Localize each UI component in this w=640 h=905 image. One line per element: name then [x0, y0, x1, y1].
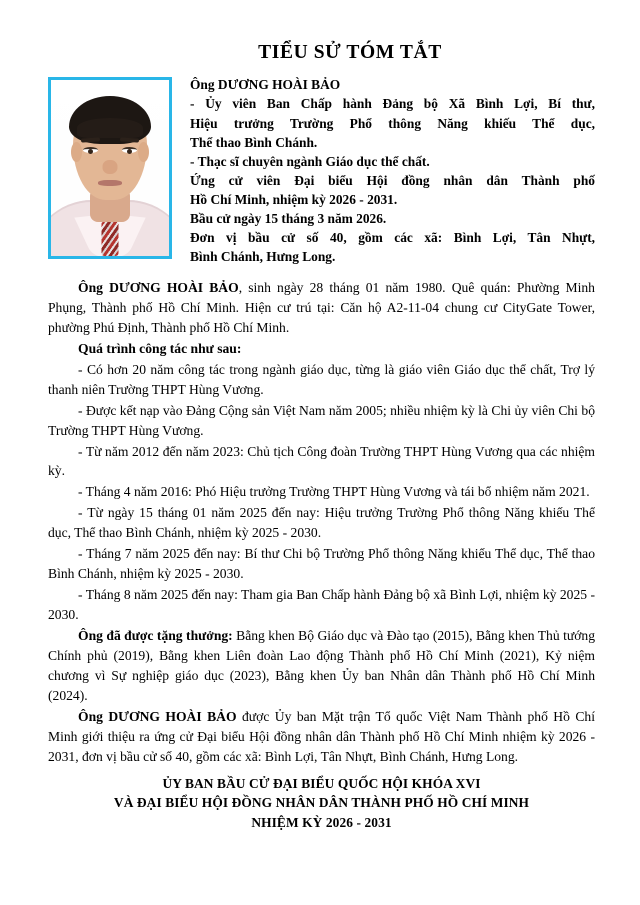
- awards-heading: Ông đã được tặng thưởng:: [78, 628, 233, 644]
- nomination-paragraph: [48, 707, 595, 767]
- portrait-ear-right: [138, 142, 149, 162]
- page-title: TIỂU SỬ TÓM TẮT: [258, 42, 442, 63]
- awards-rest: Bằng khen Bộ Giáo dục và Đào tạo (2015), Bằng khen Thủ tướng Chính phủ (2019), Bằng khen Liên đoàn Lao động Thành phố Hồ Chí Minh (2021), Kỷ niệm chương vì Sự nghiệp giáo dục (2023), Bằng khen Ủy ban Nhân dân Thành phố Hồ Chí Minh (2024).: [48, 628, 595, 704]
- career-heading-text: Quá trình công tác như sau:: [78, 340, 242, 356]
- awards-paragraph: [48, 626, 595, 706]
- footer-line-3: NHIỆM KỲ 2026 - 2031: [251, 814, 392, 830]
- career-item: - Từ năm 2012 đến năm 2023: Chủ tịch Công đoàn Trường THPT Hùng Vương qua các nhiệm kỳ.: [48, 443, 595, 479]
- identity-block: [172, 75, 595, 265]
- career-heading: [48, 339, 595, 359]
- body-block: [0, 278, 640, 767]
- career-item: - Có hơn 20 năm công tác trong ngành giáo dục, từng là giáo viên Giáo dục thể chất, Trợ lý thanh niên Trường THPT Hùng Vương.: [48, 361, 595, 397]
- intro-name: Ông DƯƠNG HOÀI BẢO: [78, 279, 239, 295]
- candidate-name: Ông DƯƠNG HOÀI BẢO: [190, 77, 341, 93]
- nomination-rest: được Ủy ban Mặt trận Tổ quốc Việt Nam Thành phố Hồ Chí Minh giới thiệu ra ứng cử Đại biểu Hội đồng nhân dân Thành phố Hồ Chí Minh nhiệm kỳ 2026 - 2031, đơn vị bầu cử số 40, gồm các xã: Bình Lợi, Tân Nhựt, Bình Chánh, Hưng Long.: [48, 709, 595, 765]
- identity-line-8: Đơn vị bầu cử số 40, gồm các xã: Bình Lợi, Tân Nhựt,: [190, 229, 595, 245]
- portrait-necktie: [102, 222, 119, 256]
- career-item: - Từ ngày 15 tháng 01 năm 2025 đến nay: Hiệu trưởng Trường Phổ thông Năng khiếu Thể dục, Thể thao Bình Chánh, nhiệm kỳ 2025 - 2030.: [48, 505, 595, 541]
- identity-line-2: Hiệu trưởng Trường Phổ thông Năng khiếu Thể dục,: [190, 115, 595, 131]
- career-item: - Được kết nạp vào Đảng Cộng sản Việt Nam năm 2005; nhiều nhiệm kỳ là Chi ủy viên Chi bộ Trường THPT Hùng Vương.: [48, 402, 595, 438]
- intro-rest: , sinh ngày 28 tháng 01 năm 1980. Quê quán: Phường Minh Phụng, Thành phố Hồ Chí Minh. Hiện cư trú tại: Căn hộ A2-11-04 chung cư CityGate Tower, phường Phú Định, Thành phố Hồ Chí Minh.: [48, 279, 595, 335]
- identity-line-1: - Ủy viên Ban Chấp hành Đảng bộ Xã Bình Lợi, Bí thư,: [190, 96, 595, 112]
- header-block: [0, 75, 640, 265]
- nomination-name: Ông DƯƠNG HOÀI BẢO: [78, 709, 237, 725]
- identity-line-9: Bình Chánh, Hưng Long.: [190, 248, 336, 264]
- portrait-illustration: [51, 80, 169, 256]
- career-item: - Tháng 8 năm 2025 đến nay: Tham gia Ban Chấp hành Đảng bộ xã Bình Lợi, nhiệm kỳ 2025 - 2030.: [48, 587, 595, 623]
- candidate-photo: [48, 77, 172, 259]
- identity-line-3: Thể thao Bình Chánh.: [190, 134, 318, 150]
- footer-line-2: VÀ ĐẠI BIỂU HỘI ĐỒNG NHÂN DÂN THÀNH PHỐ HỒ CHÍ MINH: [113, 795, 530, 811]
- identity-line-4: - Thạc sĩ chuyên ngành Giáo dục thể chất.: [190, 153, 430, 169]
- career-item: - Tháng 7 năm 2025 đến nay: Bí thư Chi bộ Trường Phổ thông Năng khiếu Thể dục, Thể thao Bình Chánh, nhiệm kỳ 2025 - 2030.: [48, 546, 595, 582]
- portrait-hair: [69, 96, 151, 144]
- identity-line-7: Bầu cử ngày 15 tháng 3 năm 2026.: [190, 210, 387, 226]
- intro-paragraph: [48, 278, 595, 338]
- identity-line-5: Ứng cử viên Đại biểu Hội đồng nhân dân Thành phố: [190, 172, 595, 188]
- portrait-nose: [103, 160, 118, 174]
- footer-line-1: ỦY BAN BẦU CỬ ĐẠI BIỂU QUỐC HỘI KHÓA XVI: [162, 776, 481, 791]
- identity-line-6: Hồ Chí Minh, nhiệm kỳ 2026 - 2031.: [190, 191, 398, 207]
- career-item: - Tháng 4 năm 2016: Phó Hiệu trưởng Trường THPT Hùng Vương và tái bổ nhiệm năm 2021.: [78, 484, 590, 500]
- footer-block: [0, 774, 640, 832]
- portrait-mouth: [98, 180, 122, 186]
